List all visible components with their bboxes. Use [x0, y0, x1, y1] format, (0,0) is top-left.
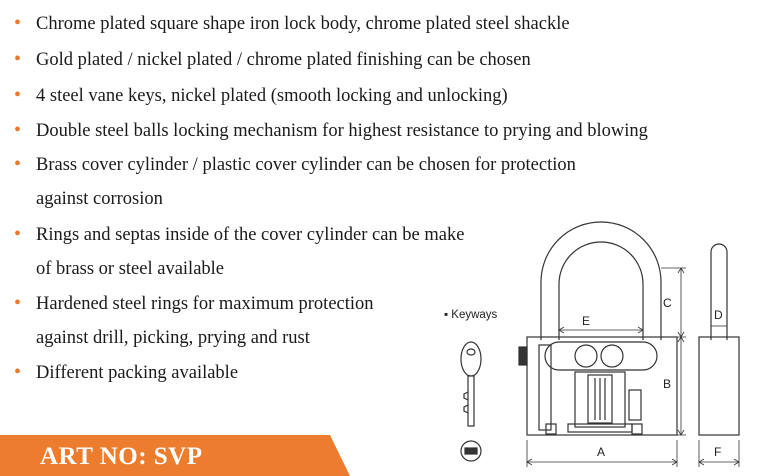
bullet-icon: •	[14, 153, 22, 175]
lock-side-view	[699, 244, 739, 435]
feature-text: Rings and septas inside of the cover cylinder can be make	[36, 225, 465, 245]
bullet-icon: •	[14, 361, 22, 383]
bullet-icon: •	[14, 223, 22, 245]
keyways-label: ▪ Keyways	[444, 309, 498, 321]
bullet-icon: •	[14, 84, 22, 106]
feature-text-continued: of brass or steel available	[36, 259, 225, 279]
dimension-a-label: A	[597, 445, 606, 459]
dimension-d-label: D	[714, 308, 723, 322]
dimension-b-label: B	[663, 377, 672, 391]
art-no-label: ART NO: SVP	[40, 443, 203, 470]
keyway-profile-icon	[461, 441, 481, 461]
feature-text: Different packing available	[36, 363, 239, 383]
bullet-icon: •	[14, 48, 22, 70]
dimension-f-label: F	[714, 445, 722, 459]
key-icon	[461, 342, 481, 426]
feature-text-continued: against corrosion	[36, 189, 163, 209]
feature-text: Brass cover cylinder / plastic cover cylinder can be chosen for protection	[36, 155, 576, 175]
feature-text: Chrome plated square shape iron lock body, chrome plated steel shackle	[36, 14, 570, 34]
lock-body-front	[519, 337, 677, 435]
feature-text: Gold plated / nickel plated / chrome plated finishing can be chosen	[36, 50, 531, 70]
dimension-e-label: E	[582, 314, 591, 328]
shackle-front	[541, 222, 661, 340]
bullet-icon: •	[14, 12, 22, 34]
feature-text: Double steel balls locking mechanism for highest resistance to prying and blowing	[36, 121, 648, 141]
bullet-icon: •	[14, 292, 22, 314]
feature-text: Hardened steel rings for maximum protection	[36, 294, 374, 314]
feature-text: 4 steel vane keys, nickel plated (smooth locking and unlocking)	[36, 86, 508, 106]
dimension-c-label: C	[663, 296, 672, 310]
bullet-icon: •	[14, 119, 22, 141]
feature-text-continued: against drill, picking, prying and rust	[36, 328, 310, 348]
